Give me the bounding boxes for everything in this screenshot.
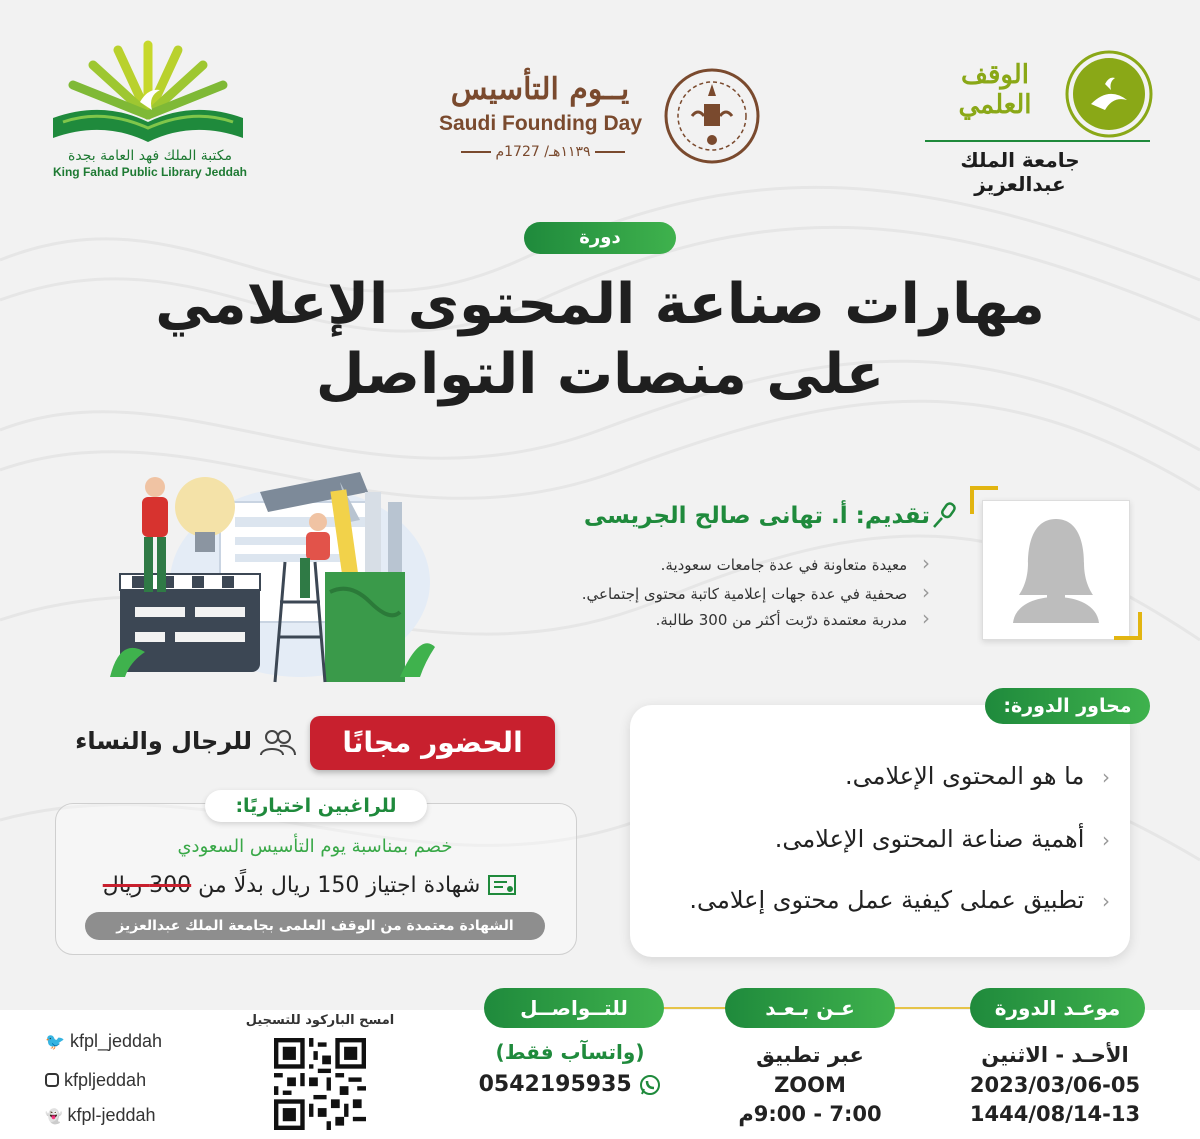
kfpl-logo — [48, 40, 248, 145]
phone-number[interactable]: 0542195935 — [470, 1072, 670, 1097]
schedule-hijri: 1444/08/14-13 — [969, 1102, 1141, 1126]
founding-day-dates: ١١٣٩هـ/ 1727م — [448, 144, 638, 160]
schedule-label: موعـد الدورة — [970, 988, 1145, 1028]
certificate-icon — [487, 874, 517, 898]
presenter-name: تقديم: أ. تهانى صالح الجريسى — [583, 503, 930, 529]
session-time: 7:00 - 9:00م — [738, 1102, 882, 1126]
content-creation-illustration — [100, 462, 440, 694]
chevron-left-icon: ‹ — [922, 551, 930, 575]
platform-line1: عبر تطبيق — [756, 1043, 864, 1067]
social-twitter[interactable]: 🐦 kfpl_jeddah — [45, 1031, 163, 1051]
qr-caption: امسح الباركود للتسجيل — [245, 1013, 395, 1028]
social-snapchat[interactable]: 👻 kfpl-jeddah — [45, 1105, 156, 1125]
chevron-left-icon: ‹ — [922, 606, 930, 630]
topic-item: ‹ ما هو المحتوى الإعلامى. — [844, 762, 1110, 790]
frame-corner-bottom-right — [1114, 612, 1142, 640]
instagram-icon — [45, 1073, 59, 1087]
microphone-icon — [930, 500, 960, 530]
frame-corner-top-left — [970, 486, 998, 514]
presenter-bio-item: ‹ صحفية في عدة جهات إعلامية كاتبة محتوى إجتماعي. — [581, 580, 930, 604]
twitter-icon: 🐦 — [45, 1034, 65, 1051]
waqf-logo — [1065, 50, 1153, 138]
topics-label: محاور الدورة: — [985, 688, 1150, 724]
avatar-placeholder-icon — [983, 501, 1129, 639]
certificate-note: الشهادة معتمدة من الوقف العلمى بجامعة الملك عبدالعزيز — [85, 912, 545, 940]
course-tag: دورة — [524, 222, 676, 254]
optional-label: للراغبين اختياريًا: — [205, 790, 427, 822]
presenter-bio-item: ‹ معيدة متعاونة في عدة جامعات سعودية. — [660, 551, 930, 575]
whatsapp-note: (واتسآب فقط) — [495, 1040, 645, 1064]
platform-zoom: ZOOM — [774, 1073, 846, 1097]
kfpl-name-ar: مكتبة الملك فهد العامة بجدة — [68, 148, 232, 164]
chevron-left-icon: ‹ — [1102, 765, 1110, 789]
snapchat-icon: 👻 — [45, 1108, 63, 1124]
course-title-line2: على منصات التواصل — [315, 342, 885, 407]
registration-qr-code[interactable] — [274, 1038, 366, 1130]
free-attendance-badge: الحضور مجانًا — [310, 716, 555, 770]
kfpl-name-en: King Fahad Public Library Jeddah — [52, 165, 248, 179]
kau-divider — [925, 140, 1150, 142]
schedule-gregorian: 2023/03/06-05 — [969, 1073, 1141, 1097]
chevron-left-icon: ‹ — [1102, 828, 1110, 852]
contact-label: للتــواصــل — [484, 988, 664, 1028]
course-title — [100, 270, 1100, 410]
presenter-bio-item: ‹ مدربة معتمدة درّبت أكثر من 300 طالبة. — [655, 606, 930, 630]
presenter-photo — [982, 500, 1130, 640]
topic-item: ‹ تطبيق عملى كيفية عمل محتوى إعلامى. — [689, 886, 1110, 914]
discount-text: خصم بمناسبة يوم التأسيس السعودي — [177, 836, 453, 857]
chevron-left-icon: ‹ — [922, 580, 930, 604]
kau-name: جامعة الملك عبدالعزيز — [960, 148, 1080, 196]
people-icon — [258, 727, 298, 759]
social-instagram[interactable]: kfpljeddah — [45, 1070, 146, 1091]
topic-item: ‹ أهمية صناعة المحتوى الإعلامى. — [774, 825, 1110, 853]
whatsapp-icon — [639, 1074, 661, 1096]
schedule-days: الأحـد - الاثنين — [981, 1043, 1129, 1067]
founding-day-emblem — [662, 66, 762, 166]
remote-label: عـن بـعـد — [725, 988, 895, 1028]
certificate-price: شهادة اجتياز 150 ريال بدلًا من 300 ريال — [70, 873, 550, 898]
audience-text: للرجال والنساء — [75, 727, 252, 755]
old-price: 300 ريال — [102, 873, 192, 898]
founding-day-title-ar: يــوم التأسيس — [450, 72, 630, 107]
waqf-name: الوقف العلمي — [958, 60, 1032, 120]
chevron-left-icon: ‹ — [1102, 889, 1110, 913]
founding-day-title-en: Saudi Founding Day — [439, 112, 642, 135]
course-title-line1: مهارات صناعة المحتوى الإعلامي — [155, 272, 1045, 337]
